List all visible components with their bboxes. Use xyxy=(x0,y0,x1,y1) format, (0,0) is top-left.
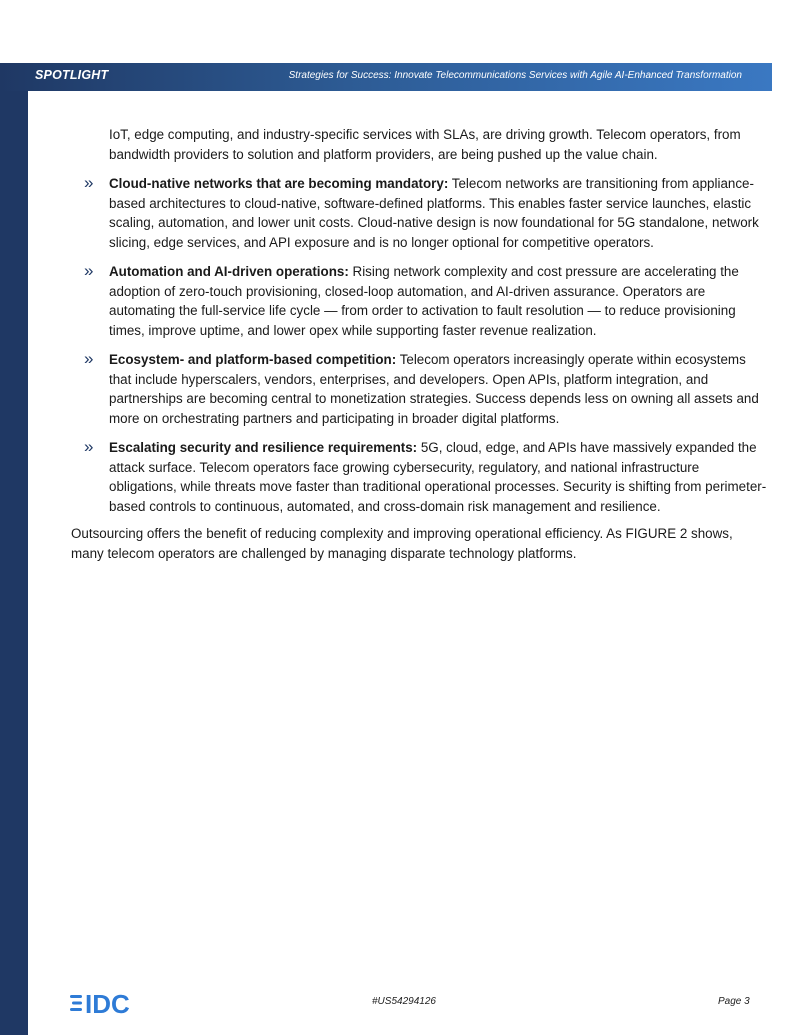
document-code: #US54294126 xyxy=(372,996,436,1007)
logo-wordmark: IDC xyxy=(85,989,130,1018)
bullet-title: Escalating security and resilience requirements: xyxy=(109,440,418,455)
bullet-title: Ecosystem- and platform-based competition: xyxy=(109,352,397,367)
left-sidebar-bar xyxy=(0,63,28,1035)
intro-continuation: IoT, edge computing, and industry-specific services with SLAs, are driving growth. Telecom operators, from bandwidth providers to solution and platform providers, are being pushed up the value chain. xyxy=(109,127,741,162)
bullet-marker-icon: » xyxy=(84,261,94,280)
bullet-text: 5G, cloud, edge, and APIs have massively expanded the attack surface. Telecom operators face growing cybersecurity, regulatory, and national infrastructure obligations, while threats move faster than traditional operational processes. Security is shifting from perimeter-based controls to continuous, automated, and cross-domain risk management and resilience. xyxy=(109,440,767,514)
bullet-item xyxy=(84,173,769,252)
section-label: SPOTLIGHT xyxy=(35,68,109,82)
bullet-title: Automation and AI-driven operations: xyxy=(109,264,349,279)
idc-logo-icon xyxy=(70,988,162,1018)
bullet-marker-icon: » xyxy=(84,173,94,192)
bullet-text: Telecom networks are transitioning from appliance-based architectures to cloud-native, software-defined platforms. This enables faster service launches, elastic scaling, automation, and lower unit costs. Cloud-native design is now foundational for 5G standalone, network slicing, edge services, and API exposure and is no longer optional for competitive operators. xyxy=(109,176,759,250)
main-content xyxy=(71,125,769,563)
bullet-marker-icon: » xyxy=(84,437,94,456)
page-number: Page 3 xyxy=(718,996,750,1007)
bullet-marker-icon: » xyxy=(84,349,94,368)
bullet-item xyxy=(84,437,769,516)
bullet-text: Telecom operators increasingly operate within ecosystems that include hyperscalers, vendors, enterprises, and developers. Open APIs, platform integration, and partnerships are becoming central to monetization strategies. Success depends less on owning all assets and more on orchestrating partners and participating in broader digital platforms. xyxy=(109,352,759,426)
bullet-item xyxy=(84,349,769,428)
document-title: Strategies for Success: Innovate Telecommunications Services with Agile AI-Enhanced Transformation xyxy=(288,70,742,81)
bullet-text: Rising network complexity and cost pressure are accelerating the adoption of zero-touch provisioning, closed-loop automation, and AI-driven assurance. Operators are automating the full-service life cycle — from order to activation to fault resolution — to reduce provisioning times, improve uptime, and lower opex while supporting faster revenue realization. xyxy=(109,264,739,338)
closing-paragraph: Outsourcing offers the benefit of reducing complexity and improving operational efficiency. As FIGURE 2 shows, many telecom operators are challenged by managing disparate technology platforms. xyxy=(71,526,733,561)
bullet-item xyxy=(84,261,769,340)
bullet-title: Cloud-native networks that are becoming mandatory: xyxy=(109,176,449,191)
header-band xyxy=(0,63,772,91)
